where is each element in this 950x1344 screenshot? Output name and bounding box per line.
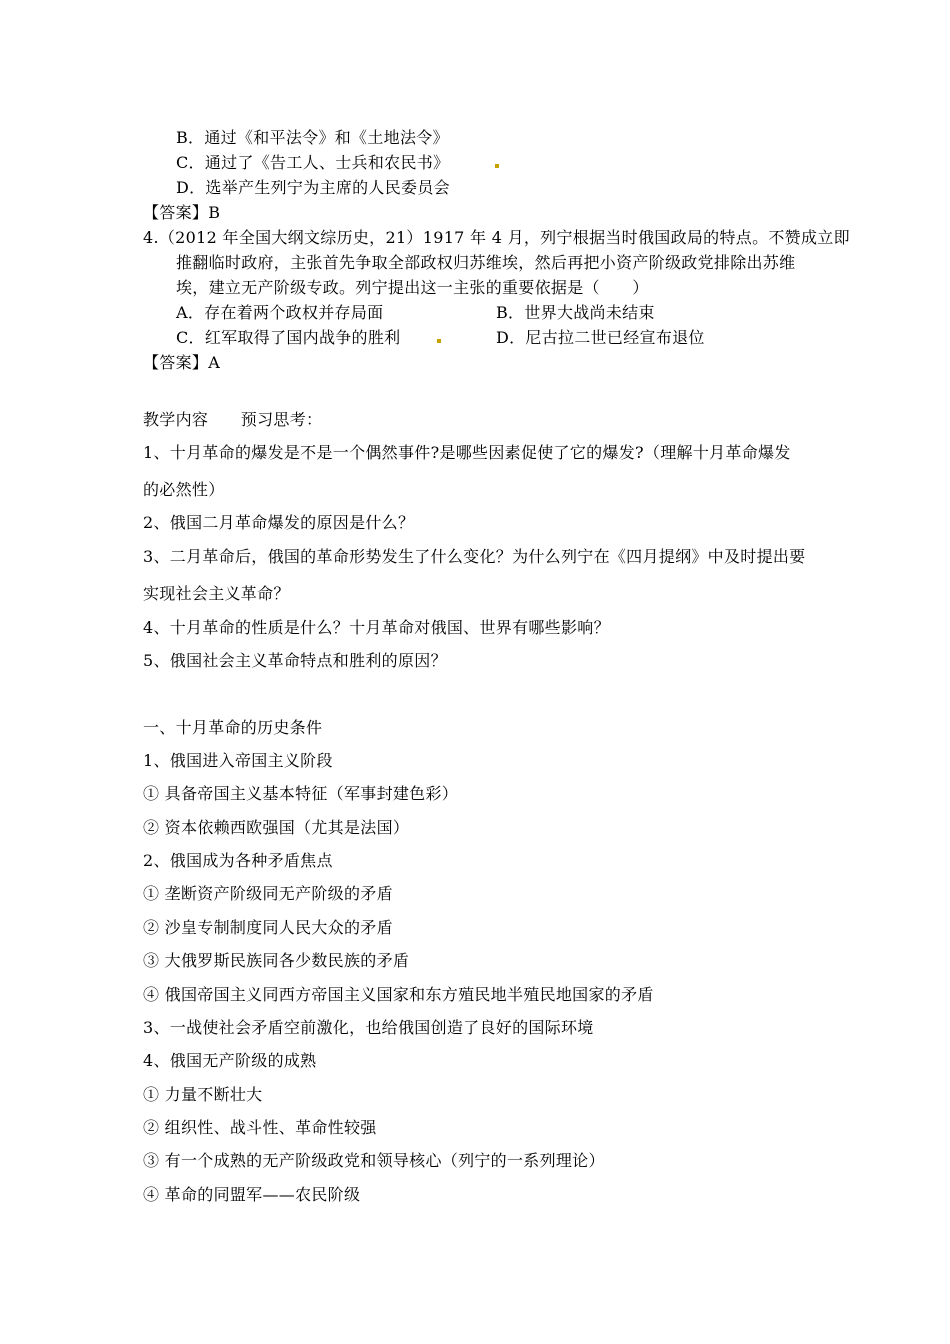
outline-point-2d: ④ 俄国帝国主义同西方帝国主义国家和东方殖民地半殖民地国家的矛盾 [143,985,654,1004]
artifact-dot [495,164,499,168]
q3-answer: 【答案】B [143,203,221,222]
outline-point-4a: ① 力量不断壮大 [143,1085,263,1104]
preview-item-3-line1: 3、二月革命后，俄国的革命形势发生了什么变化？为什么列宁在《四月提纲》中及时提出要 [143,547,806,566]
q4-stem-line3: 埃，建立无产阶级专政。列宁提出这一主张的重要依据是（ ） [176,278,649,297]
outline-point-1: 1、俄国进入帝国主义阶段 [143,751,333,770]
outline-point-4b: ② 组织性、战斗性、革命性较强 [143,1118,377,1137]
q4-option-b: B．世界大战尚未结束 [496,303,655,322]
section-title: 一、十月革命的历史条件 [143,718,323,737]
q3-option-b: B．通过《和平法令》和《土地法令》 [176,128,449,147]
q4-option-d: D．尼古拉二世已经宣布退位 [496,328,705,347]
outline-point-2b: ② 沙皇专制制度同人民大众的矛盾 [143,918,393,937]
outline-point-4: 4、俄国无产阶级的成熟 [143,1051,317,1070]
outline-point-2a: ① 垄断资产阶级同无产阶级的矛盾 [143,884,393,903]
q4-option-c: C．红军取得了国内战争的胜利 [176,328,401,347]
q4-stem-line1: 4.（2012 年全国大纲文综历史，21）1917 年 4 月，列宁根据当时俄国政局的特点。不赞成立即 [143,228,850,247]
outline-point-3: 3、一战使社会矛盾空前激化，也给俄国创造了良好的国际环境 [143,1018,594,1037]
preview-item-2: 2、俄国二月革命爆发的原因是什么？ [143,513,415,532]
preview-heading: 教学内容 预习思考： [143,410,323,429]
q3-option-d: D．选举产生列宁为主席的人民委员会 [176,178,450,197]
q4-option-a: A．存在着两个政权并存局面 [176,303,384,322]
outline-point-1b: ② 资本依赖西欧强国（尤其是法国） [143,818,410,837]
q4-stem-line2: 推翻临时政府，主张首先争取全部政权归苏维埃，然后再把小资产阶级政党排除出苏维 [176,253,796,272]
preview-item-4: 4、十月革命的性质是什么？十月革命对俄国、世界有哪些影响？ [143,618,610,637]
q4-answer: 【答案】A [143,353,221,372]
artifact-dot [437,339,441,343]
outline-point-2: 2、俄国成为各种矛盾焦点 [143,851,333,870]
outline-point-2c: ③ 大俄罗斯民族同各少数民族的矛盾 [143,951,410,970]
preview-item-5: 5、俄国社会主义革命特点和胜利的原因？ [143,651,447,670]
preview-item-3-line2: 实现社会主义革命？ [143,584,290,603]
outline-point-4c: ③ 有一个成熟的无产阶级政党和领导核心（列宁的一系列理论） [143,1151,605,1170]
outline-point-1a: ① 具备帝国主义基本特征（军事封建色彩） [143,784,459,803]
preview-item-1-line1: 1、十月革命的爆发是不是一个偶然事件?是哪些因素促使了它的爆发?（理解十月革命爆发 [143,443,791,462]
q3-option-c: C．通过了《告工人、士兵和农民书》 [176,153,450,172]
outline-point-4d: ④ 革命的同盟军——农民阶级 [143,1185,361,1204]
preview-item-1-line2: 的必然性） [143,480,225,499]
